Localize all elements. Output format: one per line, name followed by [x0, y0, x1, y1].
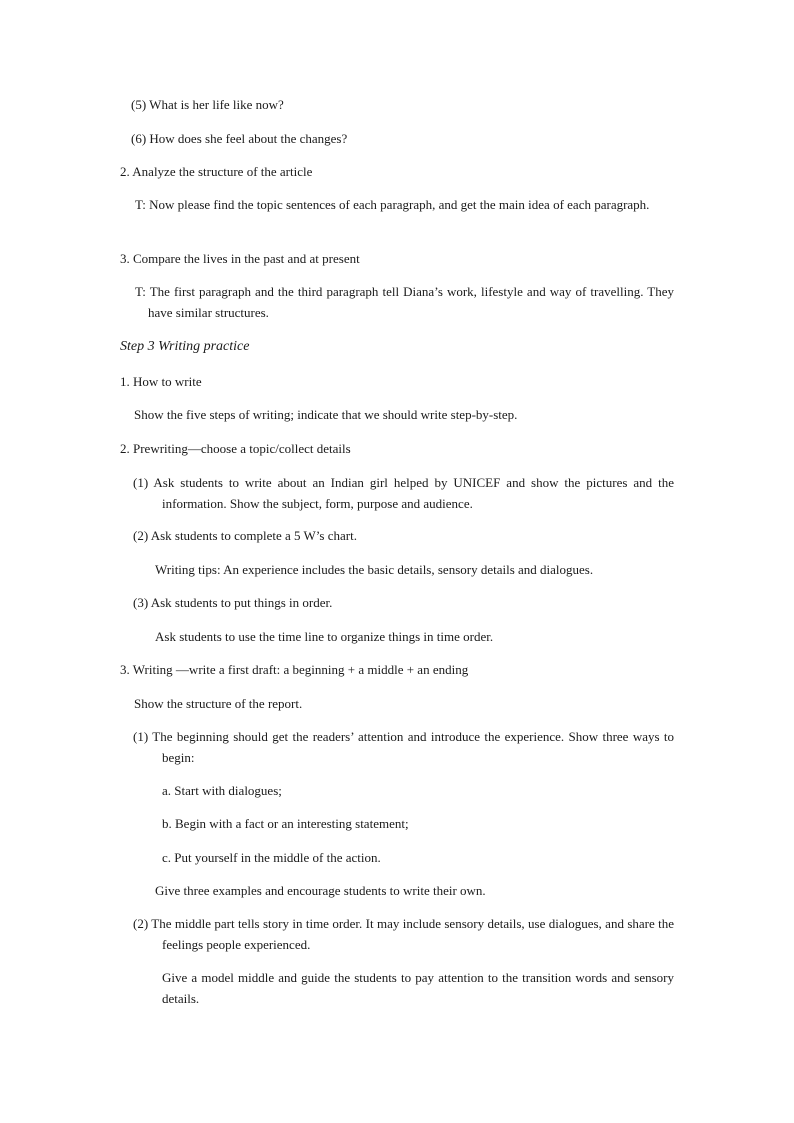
writing-1-text: Show the five steps of writing; indicate that we should write step-by-step. [134, 407, 518, 422]
writing-2-tips: Writing tips: An experience includes the basic details, sensory details and dialogues. [155, 562, 594, 577]
writing-3-item-1-a: a. Start with dialogues; [162, 783, 282, 798]
writing-2-item-1: (1) Ask students to write about an Indian girl helped by UNICEF and show the pictures and the information. Show the subject, form, purpose and audience. [133, 475, 674, 511]
question-6: (6) How does she feel about the changes? [131, 131, 348, 146]
writing-3-model: Give a model middle and guide the students to pay attention to the transition words and sensory details. [162, 970, 674, 1006]
writing-3-item-1-c: c. Put yourself in the middle of the action. [162, 850, 381, 865]
item-3-title: 3. Compare the lives in the past and at present [120, 251, 360, 266]
item-2-title: 2. Analyze the structure of the article [120, 164, 313, 179]
writing-1-title: 1. How to write [120, 374, 202, 389]
step-3-heading: Step 3 Writing practice [120, 339, 250, 354]
writing-3-item-1: (1) The beginning should get the readers’ attention and introduce the experience. Show three ways to begin: [133, 729, 674, 765]
writing-2-item-3-text: Ask students to use the time line to organize things in time order. [155, 629, 494, 644]
writing-2-item-3: (3) Ask students to put things in order. [133, 595, 333, 610]
writing-3-text: Show the structure of the report. [134, 696, 303, 711]
writing-2-item-2: (2) Ask students to complete a 5 W’s chart. [133, 528, 357, 543]
writing-3-item-1-b: b. Begin with a fact or an interesting statement; [162, 816, 409, 831]
item-3-text: T: The first paragraph and the third paragraph tell Diana’s work, lifestyle and way of travelling. They have similar structures. [135, 284, 674, 320]
question-5: (5) What is her life like now? [131, 97, 284, 112]
writing-3-examples: Give three examples and encourage students to write their own. [155, 883, 486, 898]
writing-2-title: 2. Prewriting—choose a topic/collect details [120, 441, 351, 456]
item-2-text: T: Now please find the topic sentences of each paragraph, and get the main idea of each paragraph. [135, 197, 650, 212]
writing-3-title: 3. Writing —write a first draft: a beginning + a middle + an ending [120, 662, 469, 677]
writing-3-item-2: (2) The middle part tells story in time order. It may include sensory details, use dialogues, and share the feelings people experienced. [133, 916, 674, 952]
